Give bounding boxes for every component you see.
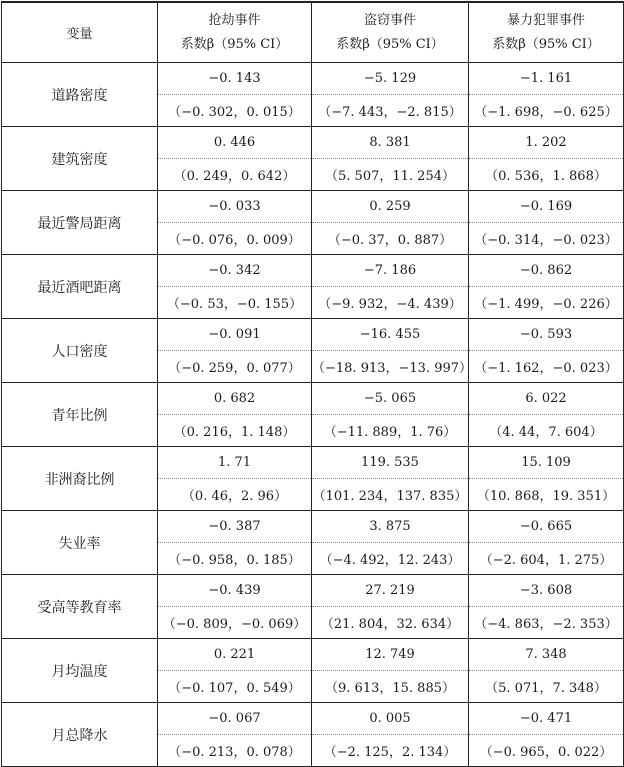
coefficient-value: −5. 129: [312, 63, 469, 95]
coefficient-value: −0. 665: [469, 511, 624, 543]
variable-column-header: 变量: [2, 2, 158, 63]
robbery-column-header: [158, 2, 312, 63]
variable-name: 青年比例: [2, 383, 158, 447]
confidence-interval-value: （−2. 125，2. 134）: [312, 735, 469, 767]
confidence-interval-value: （−11. 889，1. 76）: [312, 415, 469, 447]
coefficient-value: −0. 593: [469, 319, 624, 351]
table-row-coefficient: [2, 191, 624, 223]
column-subtitle: 系数β（95% CI）: [336, 36, 444, 52]
coefficient-value: −0. 143: [158, 63, 312, 95]
coefficient-value: −1. 161: [469, 63, 624, 95]
confidence-interval-value: （−0. 259，0. 077）: [158, 351, 312, 383]
confidence-interval-value: （−0. 37，0. 887）: [312, 223, 469, 255]
variable-name: 人口密度: [2, 319, 158, 383]
confidence-interval-value: （−0. 076，0. 009）: [158, 223, 312, 255]
coefficient-value: 0. 221: [158, 639, 312, 671]
variable-name: 建筑密度: [2, 127, 158, 191]
confidence-interval-value: （21. 804，32. 634）: [312, 607, 469, 639]
confidence-interval-value: （−0. 53，−0. 155）: [158, 287, 312, 319]
coefficient-value: −0. 342: [158, 255, 312, 287]
confidence-interval-value: （4. 44，7. 604）: [469, 415, 624, 447]
table-row-coefficient: [2, 383, 624, 415]
column-subtitle: 系数β（95% CI）: [492, 36, 600, 52]
confidence-interval-value: （0. 249，0. 642）: [158, 159, 312, 191]
coefficient-value: −0. 471: [469, 703, 624, 735]
confidence-interval-value: （9. 613，15. 885）: [312, 671, 469, 703]
confidence-interval-value: （−0. 809，−0. 069）: [158, 607, 312, 639]
confidence-interval-value: （−1. 162，−0. 023）: [469, 351, 624, 383]
confidence-interval-value: （−0. 958，0. 185）: [158, 543, 312, 575]
regression-results-table: [1, 1, 624, 767]
variable-name: 失业率: [2, 511, 158, 575]
variable-name: 受高等教育率: [2, 575, 158, 639]
table-row-coefficient: [2, 63, 624, 95]
table-body: [2, 63, 624, 767]
coefficient-value: 119. 535: [312, 447, 469, 479]
confidence-interval-value: （101. 234，137. 835）: [312, 479, 469, 511]
confidence-interval-value: （10. 868，19. 351）: [469, 479, 624, 511]
variable-name: 月总降水: [2, 703, 158, 767]
confidence-interval-value: （5. 071，7. 348）: [469, 671, 624, 703]
coefficient-value: 12. 749: [312, 639, 469, 671]
confidence-interval-value: （5. 507，11. 254）: [312, 159, 469, 191]
coefficient-value: 1. 202: [469, 127, 624, 159]
confidence-interval-value: （−0. 302，0. 015）: [158, 95, 312, 127]
coefficient-value: −5. 065: [312, 383, 469, 415]
coefficient-value: 0. 446: [158, 127, 312, 159]
variable-name: 最近警局距离: [2, 191, 158, 255]
column-title: 盗窃事件: [363, 12, 416, 28]
coefficient-value: −0. 033: [158, 191, 312, 223]
confidence-interval-value: （0. 46，2. 96）: [158, 479, 312, 511]
coefficient-value: 0. 259: [312, 191, 469, 223]
variable-name: 月均温度: [2, 639, 158, 703]
coefficient-value: 8. 381: [312, 127, 469, 159]
coefficient-value: 6. 022: [469, 383, 624, 415]
column-subtitle: 系数β（95% CI）: [180, 36, 289, 52]
table-header: [2, 2, 624, 63]
coefficient-value: 7. 348: [469, 639, 624, 671]
coefficient-value: −0. 439: [158, 575, 312, 607]
confidence-interval-value: （−18. 913，−13. 997）: [312, 351, 469, 383]
table-row-coefficient: [2, 703, 624, 735]
table-row-coefficient: [2, 575, 624, 607]
confidence-interval-value: （−9. 932，−4. 439）: [312, 287, 469, 319]
confidence-interval-value: （−0. 213，0. 078）: [158, 735, 312, 767]
confidence-interval-value: （0. 536，1. 868）: [469, 159, 624, 191]
coefficient-value: −7. 186: [312, 255, 469, 287]
table-row-coefficient: [2, 319, 624, 351]
confidence-interval-value: （−1. 499，−0. 226）: [469, 287, 624, 319]
coefficient-value: 27. 219: [312, 575, 469, 607]
confidence-interval-value: （−0. 314，−0. 023）: [469, 223, 624, 255]
coefficient-value: −0. 387: [158, 511, 312, 543]
column-title: 暴力犯罪事件: [506, 12, 585, 28]
violent-crime-column-header: [469, 2, 624, 63]
coefficient-value: −0. 862: [469, 255, 624, 287]
table-row-coefficient: [2, 255, 624, 287]
coefficient-value: −0. 091: [158, 319, 312, 351]
coefficient-value: 0. 005: [312, 703, 469, 735]
theft-column-header: [312, 2, 469, 63]
coefficient-value: −0. 067: [158, 703, 312, 735]
coefficient-value: 1. 71: [158, 447, 312, 479]
confidence-interval-value: （−4. 863，−2. 353）: [469, 607, 624, 639]
coefficient-value: 3. 875: [312, 511, 469, 543]
coefficient-value: −0. 169: [469, 191, 624, 223]
table-row-coefficient: [2, 127, 624, 159]
table-row-coefficient: [2, 511, 624, 543]
variable-name: 道路密度: [2, 63, 158, 127]
coefficient-value: 15. 109: [469, 447, 624, 479]
table-row-coefficient: [2, 447, 624, 479]
coefficient-value: −16. 455: [312, 319, 469, 351]
confidence-interval-value: （−2. 604，1. 275）: [469, 543, 624, 575]
confidence-interval-value: （−7. 443，−2. 815）: [312, 95, 469, 127]
confidence-interval-value: （−4. 492，12. 243）: [312, 543, 469, 575]
variable-name: 非洲裔比例: [2, 447, 158, 511]
coefficient-value: −3. 608: [469, 575, 624, 607]
confidence-interval-value: （−0. 107，0. 549）: [158, 671, 312, 703]
confidence-interval-value: （−1. 698，−0. 625）: [469, 95, 624, 127]
confidence-interval-value: （−0. 965，0. 022）: [469, 735, 624, 767]
variable-name: 最近酒吧距离: [2, 255, 158, 319]
table-row-coefficient: [2, 639, 624, 671]
column-title: 抢劫事件: [208, 12, 261, 28]
confidence-interval-value: （0. 216，1. 148）: [158, 415, 312, 447]
coefficient-value: 0. 682: [158, 383, 312, 415]
